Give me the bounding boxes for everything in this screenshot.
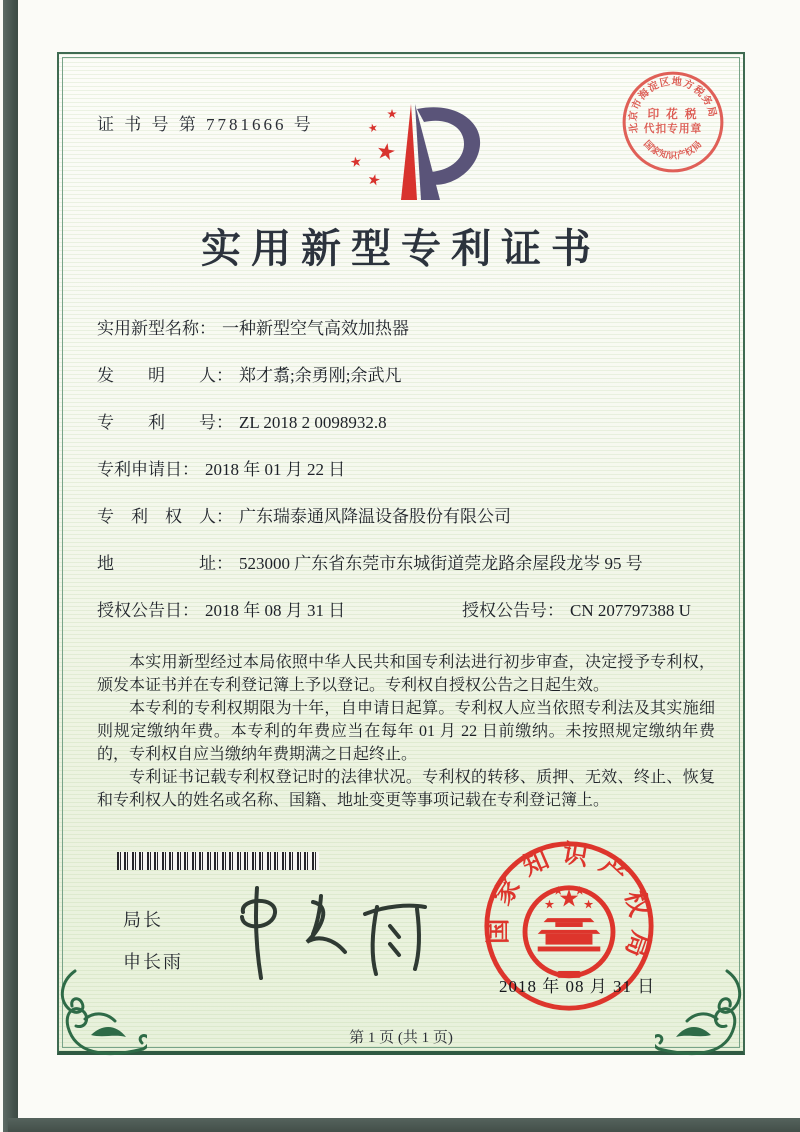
tax-seal-top-text: 北京市海淀区地方税务局: [628, 76, 718, 134]
page-footer: 第 1 页 (共 1 页): [349, 1030, 453, 1046]
field-value: 郑才翥;余勇刚;余武凡: [239, 366, 402, 385]
legal-paragraph-3: 专利证书记载专利权登记时的法律状况。专利权的转移、质押、无效、终止、恢复和专利权人的姓名或名称、国籍、地址变更等事项记载在专利登记簿上。: [97, 769, 715, 809]
certificate-number: 证 书 号 第 7781666 号: [97, 115, 314, 134]
certificate-panel: [57, 52, 745, 1055]
field-value: 2018 年 08 月 31 日: [205, 601, 346, 620]
stamp-duty-seal: [617, 66, 729, 178]
director-name: 申长雨: [123, 952, 183, 972]
field-label: 授权公告号：: [462, 601, 564, 620]
field-row-inventors: [97, 365, 717, 387]
field-value: 广东瑞泰通风降温设备股份有限公司: [239, 507, 511, 526]
field-grant-number: [462, 600, 691, 622]
tax-seal-center-line1: 印 花 税: [647, 107, 699, 121]
field-label: 实用新型名称：: [97, 319, 216, 338]
field-value: 523000 广东省东莞市东城街道莞龙路余屋段龙岑 95 号: [239, 554, 643, 573]
field-row-grant-date: [97, 600, 717, 622]
field-row-patent-number: [97, 412, 717, 434]
field-value: CN 207797388 U: [570, 601, 691, 620]
tax-seal-bottom-text: 国家知识产权局: [641, 138, 704, 161]
field-value: ZL 2018 2 0098932.8: [239, 413, 387, 432]
certificate-barcode-icon: [117, 852, 319, 870]
director-signature-icon: [225, 876, 440, 986]
field-label: 专利申请日：: [97, 460, 199, 479]
scan-edge-left: [3, 0, 18, 1132]
field-label: 专 利 号：: [97, 413, 233, 432]
certificate-fields: [97, 318, 717, 647]
legal-paragraph-1: 本实用新型经过本局依照中华人民共和国专利法进行初步审查，决定授予专利权，颁发本证书并在专利登记簿上予以登记。专利权自授权公告之日起生效。: [97, 654, 715, 694]
field-label: 专 利 权 人：: [97, 507, 233, 526]
field-label: 地 址：: [97, 554, 233, 573]
field-label: 授权公告日：: [97, 601, 199, 620]
field-row-address: [97, 553, 717, 575]
corner-flourish-icon: [45, 965, 147, 1061]
legal-text: [97, 651, 715, 812]
director-title: 局长: [123, 910, 163, 930]
corner-flourish-icon: [655, 965, 757, 1061]
issue-date: 2018 年 08 月 31 日: [499, 977, 656, 996]
field-row-filing-date: [97, 459, 717, 481]
tax-seal-center-line2: 代扣专用章: [643, 123, 703, 136]
svg-text:国家知识产权局: [642, 138, 704, 161]
field-value: 一种新型空气高效加热器: [222, 319, 409, 338]
field-label: 发 明 人：: [97, 366, 233, 385]
national-emblem-icon: [525, 886, 613, 978]
cnipa-seal-ring-text: 国家知识产权局: [484, 839, 656, 971]
scan-edge-bottom: [8, 1118, 800, 1132]
legal-paragraph-2: 本专利的专利权期限为十年，自申请日起算。专利权人应当依照专利法及其实施细则规定缴纳年费。本专利的年费应当在每年 01 月 22 日前缴纳。未按照规定缴纳年费的，专利权自应当缴纳年费期满之日起终止。: [97, 700, 715, 763]
field-value: 2018 年 01 月 22 日: [205, 460, 346, 479]
certificate-title: 实用新型专利证书: [201, 226, 601, 271]
cnipa-logo-icon: [329, 100, 499, 205]
field-row-patentee: [97, 506, 717, 528]
field-row-name: [97, 318, 717, 340]
logo-stars-icon: [350, 109, 397, 186]
